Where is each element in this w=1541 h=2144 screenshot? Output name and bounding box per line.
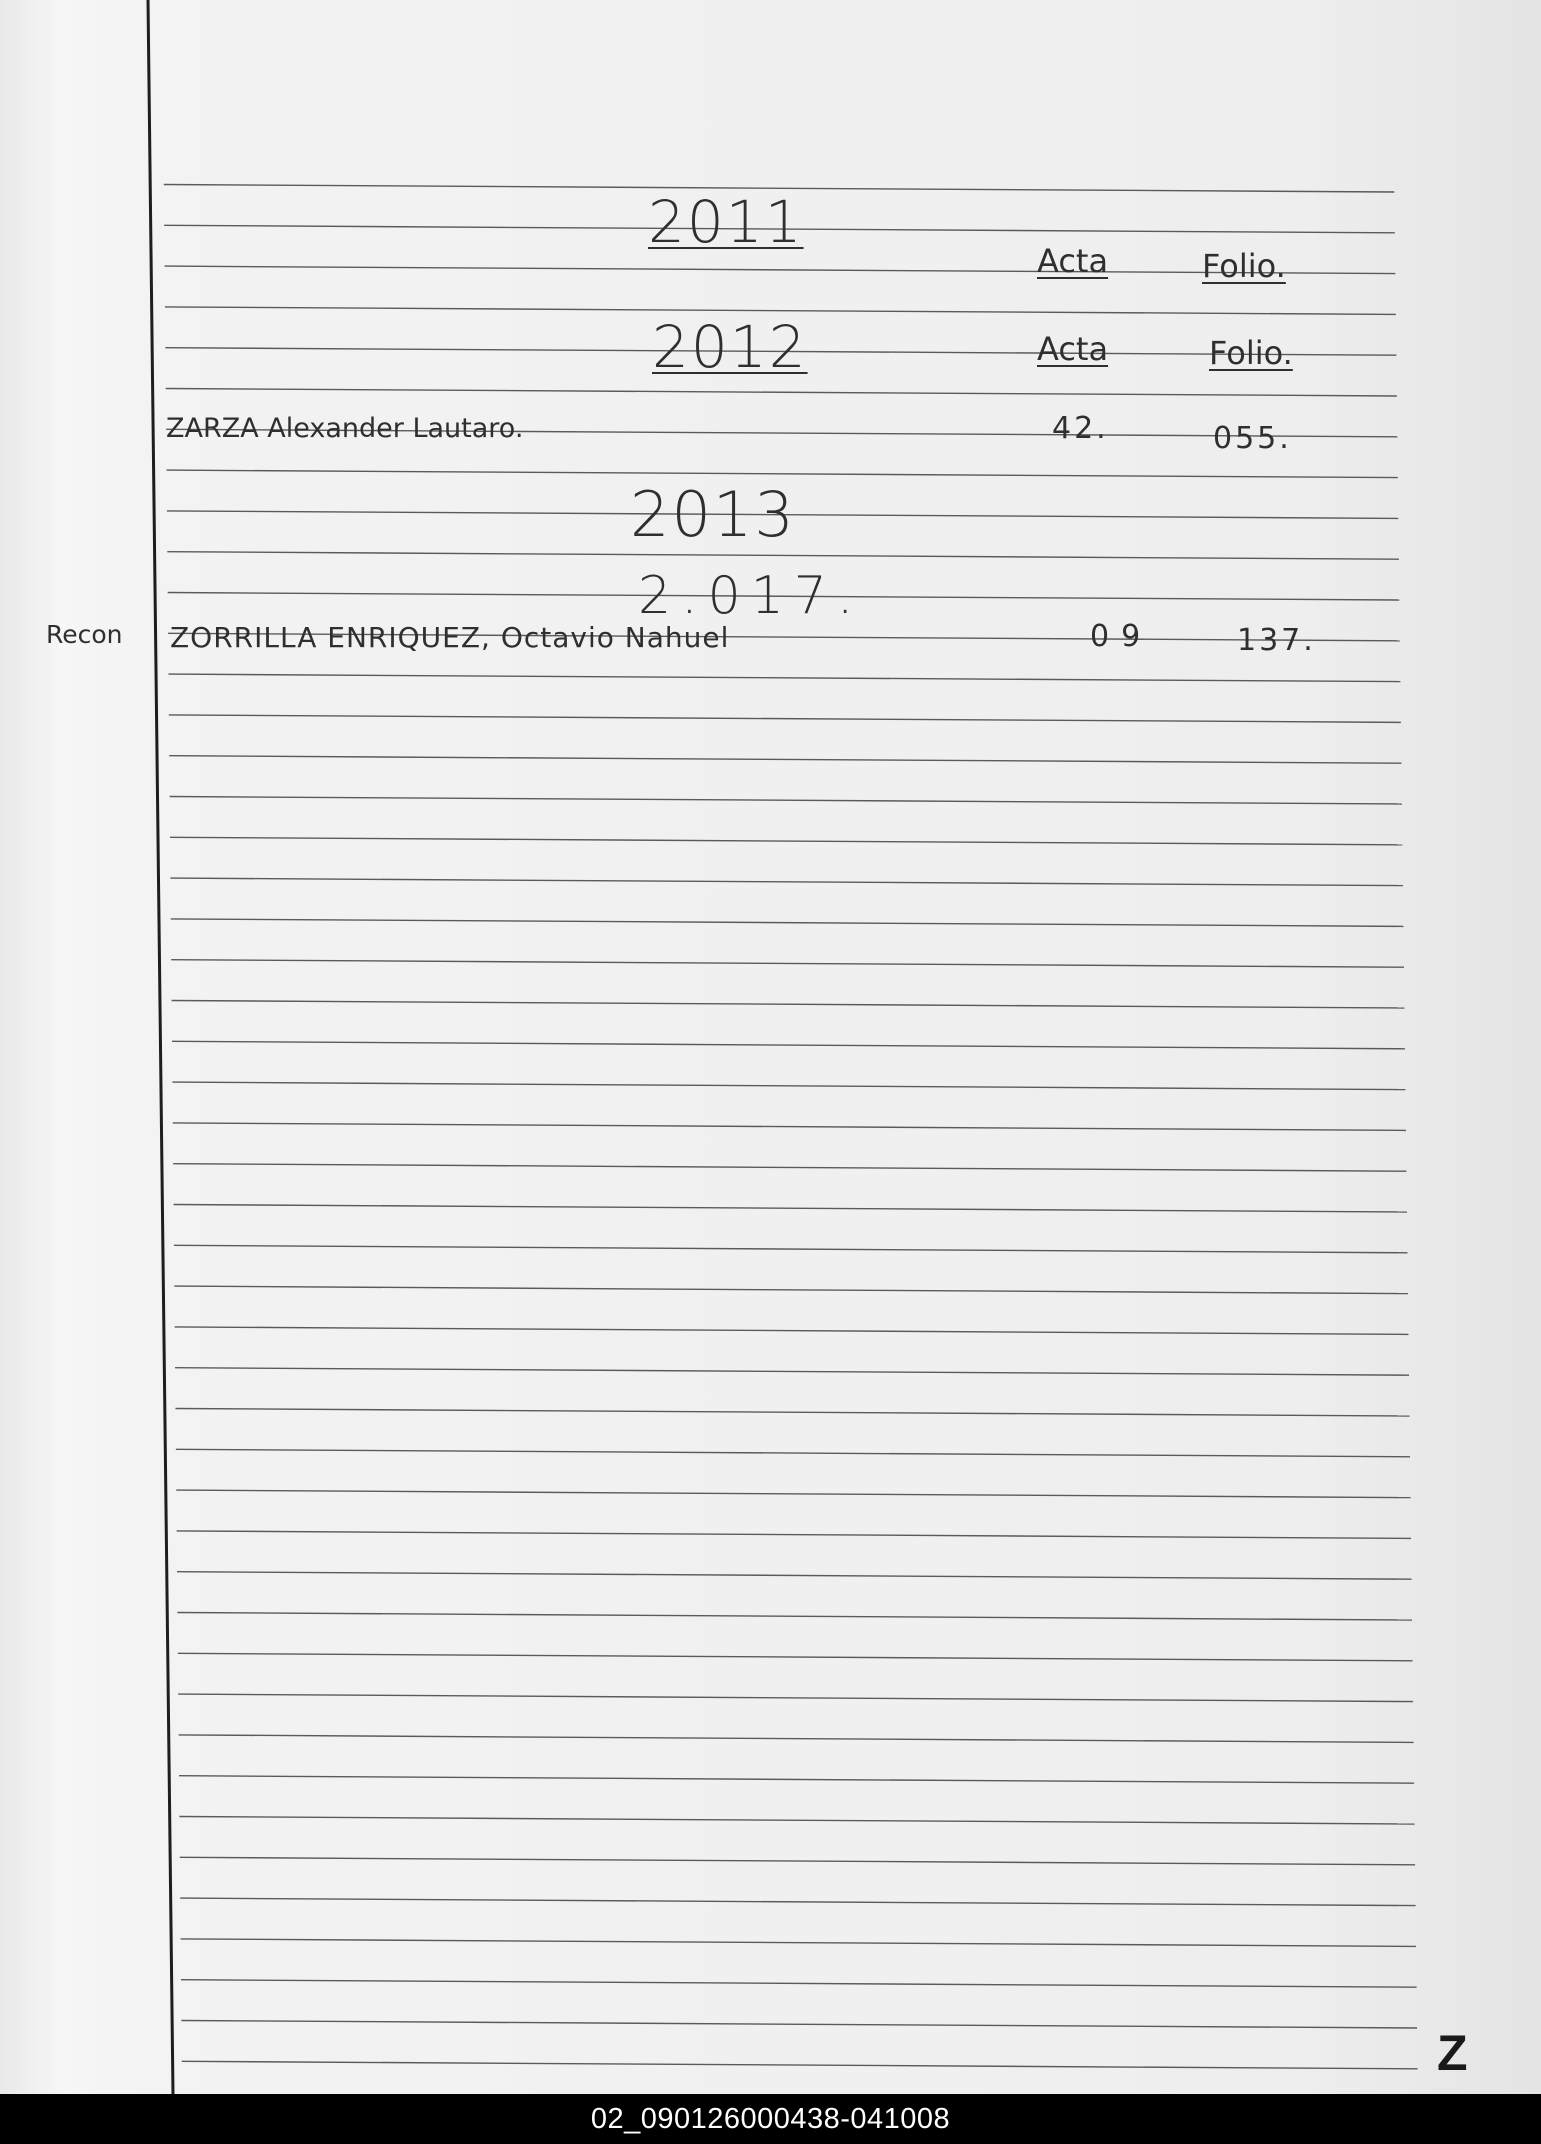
corner-mark: Z bbox=[1437, 2025, 1468, 2081]
ruled-line bbox=[171, 960, 1404, 968]
entry-name: ZARZA Alexander Lautaro. bbox=[166, 413, 524, 444]
column-header-acta: Acta bbox=[1037, 330, 1109, 368]
ruled-line bbox=[174, 1286, 1408, 1294]
ruled-line bbox=[181, 1980, 1417, 1988]
entry-folio: 137. bbox=[1237, 623, 1316, 658]
ruled-line bbox=[170, 797, 1402, 805]
ruled-line bbox=[179, 1735, 1414, 1743]
ruled-line bbox=[180, 1857, 1415, 1865]
ruled-line bbox=[178, 1694, 1413, 1702]
year-heading-2012: 2012 bbox=[652, 313, 808, 381]
ruled-line bbox=[172, 1001, 1405, 1009]
ruled-line bbox=[173, 1123, 1406, 1131]
ruled-line bbox=[169, 756, 1401, 764]
year-heading-2011: 2011 bbox=[648, 188, 804, 256]
ruled-line bbox=[175, 1327, 1409, 1335]
entry-folio: 055. bbox=[1213, 421, 1292, 456]
year-heading-2017: 2.017. bbox=[638, 566, 864, 626]
ruled-line bbox=[168, 674, 1400, 682]
column-header-folio: Folio. bbox=[1202, 247, 1286, 285]
ruled-line bbox=[169, 715, 1401, 723]
ruled-line bbox=[167, 470, 1398, 478]
ruled-line bbox=[179, 1817, 1414, 1825]
ruled-line bbox=[177, 1613, 1412, 1621]
ruled-line bbox=[175, 1409, 1409, 1417]
ruled-line bbox=[174, 1245, 1408, 1253]
entry-acta: 09 bbox=[1090, 619, 1153, 654]
ruled-line bbox=[181, 2021, 1417, 2029]
scan-footer bbox=[0, 2094, 1541, 2144]
ruled-line bbox=[181, 1939, 1417, 1947]
ruled-line bbox=[177, 1572, 1412, 1580]
ruled-line bbox=[170, 878, 1403, 886]
ruled-line bbox=[167, 552, 1399, 560]
ruled-line bbox=[180, 1898, 1415, 1906]
column-header-folio: Folio. bbox=[1209, 334, 1293, 372]
ruled-line bbox=[171, 919, 1404, 927]
margin-rule bbox=[148, 0, 173, 2094]
ruled-line bbox=[179, 1776, 1414, 1784]
ruled-line bbox=[176, 1449, 1410, 1457]
entry-acta: 42. bbox=[1052, 411, 1109, 446]
column-header-acta: Acta bbox=[1037, 242, 1109, 280]
ruled-line bbox=[175, 1368, 1409, 1376]
ruled-line bbox=[178, 1653, 1413, 1661]
ruled-line bbox=[177, 1531, 1411, 1539]
ruled-line bbox=[173, 1164, 1406, 1172]
year-heading-2013: 2013 bbox=[630, 478, 796, 551]
ruled-line bbox=[176, 1490, 1410, 1498]
margin-note: Recon bbox=[46, 620, 123, 649]
ruled-line bbox=[172, 1041, 1405, 1049]
ruled-line bbox=[174, 1205, 1407, 1213]
ruled-line bbox=[166, 389, 1397, 397]
footer-code: 02_090126000438-041008 bbox=[590, 2103, 951, 2135]
ruled-line bbox=[182, 2061, 1418, 2069]
ruled-line bbox=[172, 1082, 1405, 1090]
ruled-line bbox=[170, 837, 1402, 845]
entry-name: ZORRILLA ENRIQUEZ, Octavio Nahuel bbox=[170, 621, 730, 654]
